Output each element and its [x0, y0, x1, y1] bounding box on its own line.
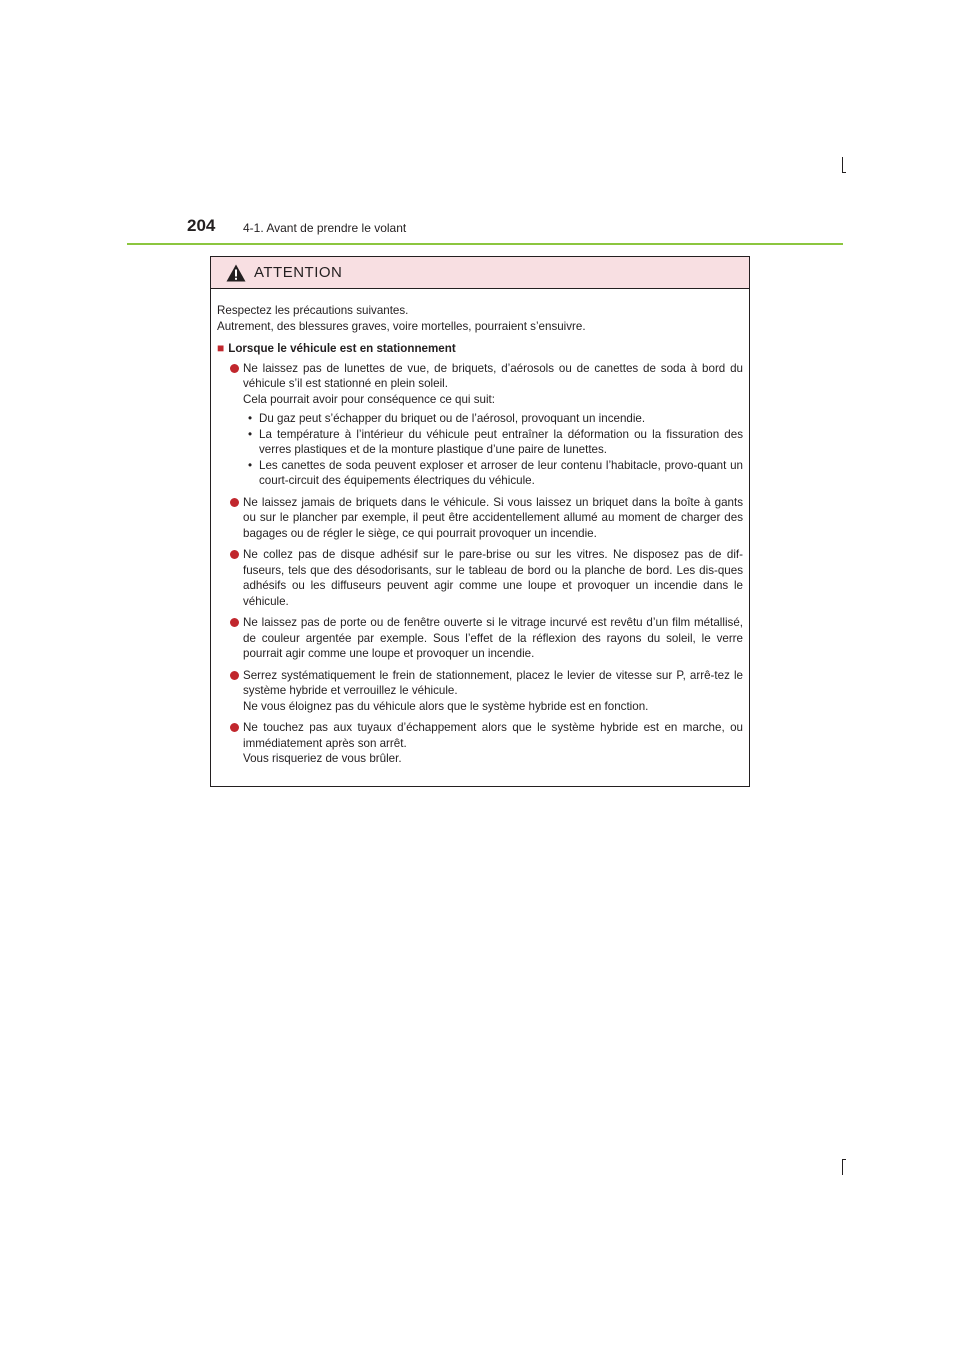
- list-item: [217, 615, 743, 662]
- warning-triangle-icon: [226, 264, 246, 282]
- item-text: Ne laissez pas de lunettes de vue, de briquets, d’aérosols ou de canettes de soda à bord du véhicule s’il est stationné en plein soleil.: [243, 361, 743, 390]
- warning-intro: [217, 303, 743, 334]
- item-text-secondary: Cela pourrait avoir pour conséquence ce qui suit:: [243, 392, 495, 406]
- square-bullet-icon: ■: [217, 341, 225, 355]
- page-number: 204: [187, 216, 216, 235]
- dot-bullet-icon: •: [248, 427, 253, 441]
- item-text: Ne laissez jamais de briquets dans le véhicule. Si vous laissez un briquet dans la boîte à gants ou sur le plancher par exemple, il peut être accidentellement allumé au moment de charger des bagages ou de régler le siège, ce qui pourrait provoquer un incendie.: [243, 495, 743, 540]
- red-bullet-icon: [230, 618, 239, 627]
- intro-line: Autrement, des blessures graves, voire mortelles, pourraient s’ensuivre.: [217, 319, 586, 333]
- sub-item-text: Du gaz peut s’échapper du briquet ou de l’aérosol, provoquant un incendie.: [259, 412, 646, 425]
- red-bullet-icon: [230, 498, 239, 507]
- dot-bullet-icon: •: [248, 412, 253, 425]
- red-bullet-icon: [230, 364, 239, 373]
- red-bullet-icon: [230, 550, 239, 559]
- red-bullet-icon: [230, 671, 239, 680]
- sub-list-item: [243, 427, 743, 458]
- warning-header: [211, 257, 749, 289]
- sub-item-text: Les canettes de soda peuvent exploser et arroser de leur contenu l’habitacle, provo-quant un court-circuit des équipements électriques du véhicule.: [259, 458, 743, 487]
- list-item: [217, 495, 743, 542]
- section-title: 4-1. Avant de prendre le volant: [243, 221, 407, 235]
- item-text-secondary: Vous risqueriez de vous brûler.: [243, 752, 402, 765]
- sub-list-item: [243, 411, 743, 427]
- intro-line: Respectez les précautions suivantes.: [217, 304, 409, 317]
- subheading: [217, 341, 743, 357]
- sub-list: [243, 411, 743, 489]
- dot-bullet-icon: •: [248, 458, 253, 472]
- list-item: [217, 361, 743, 489]
- item-text-secondary: Ne vous éloignez pas du véhicule alors que le système hybride est en fonction.: [243, 699, 649, 713]
- warning-box: [210, 256, 750, 787]
- list-item: [217, 668, 743, 715]
- header-rule: [127, 243, 843, 245]
- subheading-text: Lorsque le véhicule est en stationnement: [228, 342, 456, 355]
- crop-mark-top: [842, 157, 843, 173]
- sub-list-item: [243, 458, 743, 489]
- item-text: Ne touchez pas aux tuyaux d’échappement alors que le système hybride est en marche, ou immédiatement après son arrêt.: [243, 721, 743, 750]
- item-text: Ne collez pas de disque adhésif sur le pare-brise ou sur les vitres. Ne disposez pas de dif-fuseurs, tels que des désodorisants, sur le tableau de bord ou la planche de bord. Les dis-ques adhésifs ou les diffuseurs peuvent agir comme une loupe et provoquer un incendie dans le véhicule.: [243, 548, 743, 608]
- warning-title: ATTENTION: [254, 264, 343, 281]
- crop-mark-bottom: [842, 1159, 843, 1175]
- list-item: [217, 720, 743, 767]
- sub-item-text: La température à l’intérieur du véhicule peut entraîner la déformation ou la fissuration des verres plastiques et de la monture plastique d’une paire de lunettes.: [259, 427, 743, 456]
- red-bullet-icon: [230, 723, 239, 732]
- list-item: [217, 547, 743, 609]
- item-text: Ne laissez pas de porte ou de fenêtre ouverte si le vitrage incurvé est revêtu d’un film métallisé, de couleur argentée par exemple. Sous l’effet de la réflexion des rayons du soleil, le verre pourrait agir comme une loupe et provoquer un incendie.: [243, 616, 743, 660]
- warning-body: [211, 289, 749, 767]
- item-text: Serrez systématiquement le frein de stationnement, placez le levier de vitesse sur P, arrê-tez le système hybride et verrouillez le véhicule.: [243, 668, 743, 697]
